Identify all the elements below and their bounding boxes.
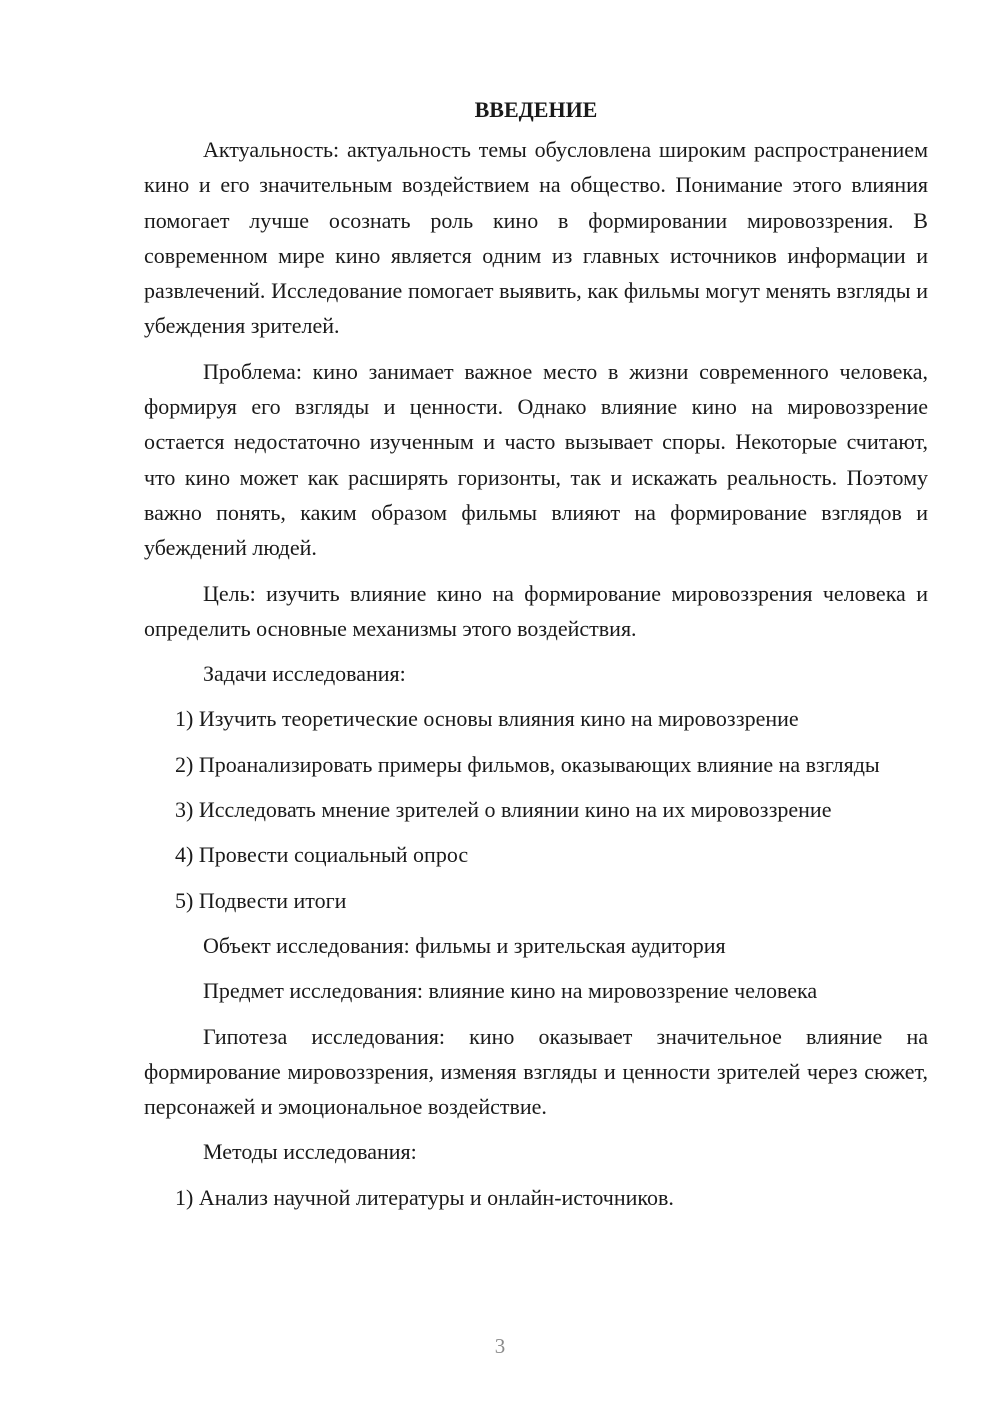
task-item-2: 2) Проанализировать примеры фильмов, оказывающих влияние на взгляды: [175, 751, 880, 777]
problem-paragraph: Проблема: кино занимает важное место в жизни современного человека, формируя его взгляды и ценности. Однако влияние кино на мировоззрение остается недостаточно изученным и часто вызывает споры. Некоторые считают, что кино может как расширять горизонты, так и искажать реальность. Поэтому важно понять, каким образом фильмы влияют на формирование взглядов и убеждений людей.: [144, 358, 928, 561]
page-number: 3: [494, 1334, 506, 1358]
object-paragraph: Объект исследования: фильмы и зрительская аудитория: [203, 932, 726, 958]
hypothesis-paragraph: Гипотеза исследования: кино оказывает значительное влияние на формирование мировоззрения, изменяя взгляды и ценности зрителей через сюжет, персонажей и эмоциональное воздействие.: [144, 1023, 928, 1120]
task-item-3: 3) Исследовать мнение зрителей о влиянии кино на их мировоззрение: [175, 797, 832, 823]
method-item-1: 1) Анализ научной литературы и онлайн-источников.: [175, 1184, 674, 1210]
methods-heading: Методы исследования:: [203, 1139, 417, 1165]
goal-paragraph: Цель: изучить влияние кино на формирование мировоззрения человека и определить основные механизмы этого воздействия.: [144, 580, 928, 641]
tasks-heading: Задачи исследования:: [203, 661, 406, 687]
task-item-1: 1) Изучить теоретические основы влияния кино на мировоззрение: [175, 706, 799, 732]
section-title: ВВЕДЕНИЕ: [474, 97, 598, 122]
task-item-4: 4) Провести социальный опрос: [175, 842, 469, 868]
subject-paragraph: Предмет исследования: влияние кино на мировоззрение человека: [203, 978, 818, 1004]
relevance-paragraph: Актуальность: актуальность темы обусловлена широким распространением кино и его значительным воздействием на общество. Понимание этого влияния помогает лучше осознать роль кино в формировании мировоззрения. В современном мире кино является одним из главных источников информации и развлечений. Исследование помогает выявить, как фильмы могут менять взгляды и убеждения зрителей.: [144, 137, 928, 339]
document-page: [144, 92, 928, 1225]
task-item-5: 5) Подвести итоги: [175, 887, 347, 913]
